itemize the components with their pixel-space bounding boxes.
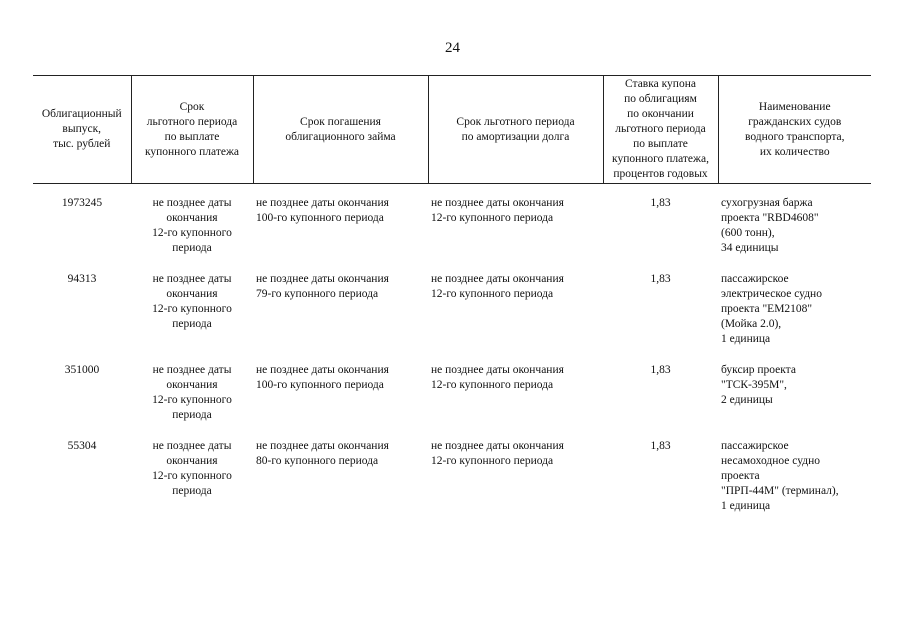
header-bond-issue: Облигационный выпуск, тыс. рублей: [33, 76, 131, 184]
table-row: [33, 423, 871, 514]
bond-issues-table: [33, 75, 871, 514]
cell-amortization-grace-period: не позднее даты окончания 12-го купонного периода: [431, 273, 564, 300]
cell-coupon-rate: 1,83: [650, 440, 671, 452]
header-coupon-grace-period: Срок льготного периода по выплате купонного платежа: [131, 76, 253, 184]
cell-coupon-grace-period: не позднее даты окончания 12-го купонного периода: [152, 364, 232, 421]
cell-maturity: не позднее даты окончания 79-го купонного периода: [256, 273, 389, 300]
cell-bond-issue: 1973245: [61, 197, 103, 209]
cell-bond-issue: 351000: [64, 364, 100, 376]
header-maturity: Срок погашения облигационного займа: [253, 76, 428, 184]
cell-vessels: пассажирское несамоходное судно проекта "ПРП-44М" (терминал), 1 единица: [721, 440, 839, 512]
cell-bond-issue: 94313: [67, 273, 97, 285]
page-number: 24: [445, 40, 460, 56]
header-vessels: Наименование гражданских судов водного транспорта, их количество: [718, 76, 871, 184]
table-row: [33, 347, 871, 423]
header-coupon-rate: Ставка купона по облигациям по окончании льготного периода по выплате купонного платежа, процентов годовых: [603, 76, 718, 184]
cell-vessels: сухогрузная баржа проекта "RBD4608" (600 тонн), 34 единицы: [721, 197, 819, 254]
cell-maturity: не позднее даты окончания 100-го купонного периода: [256, 364, 389, 391]
table-row: [33, 256, 871, 347]
cell-coupon-rate: 1,83: [650, 364, 671, 376]
header-amortization-grace-period: Срок льготного периода по амортизации долга: [428, 76, 603, 184]
cell-amortization-grace-period: не позднее даты окончания 12-го купонного периода: [431, 197, 564, 224]
cell-amortization-grace-period: не позднее даты окончания 12-го купонного периода: [431, 364, 564, 391]
cell-maturity: не позднее даты окончания 100-го купонного периода: [256, 197, 389, 224]
cell-maturity: не позднее даты окончания 80-го купонного периода: [256, 440, 389, 467]
cell-coupon-grace-period: не позднее даты окончания 12-го купонного периода: [152, 273, 232, 330]
cell-coupon-grace-period: не позднее даты окончания 12-го купонного периода: [152, 440, 232, 497]
table-row: [33, 184, 871, 257]
cell-coupon-rate: 1,83: [650, 197, 671, 209]
table-header-row: [33, 76, 871, 184]
cell-vessels: буксир проекта "ТСК-395М", 2 единицы: [721, 364, 796, 406]
cell-coupon-rate: 1,83: [650, 273, 671, 285]
cell-bond-issue: 55304: [67, 440, 97, 452]
cell-amortization-grace-period: не позднее даты окончания 12-го купонного периода: [431, 440, 564, 467]
cell-coupon-grace-period: не позднее даты окончания 12-го купонного периода: [152, 197, 232, 254]
cell-vessels: пассажирское электрическое судно проекта "ЕМ2108" (Мойка 2.0), 1 единица: [721, 273, 822, 345]
